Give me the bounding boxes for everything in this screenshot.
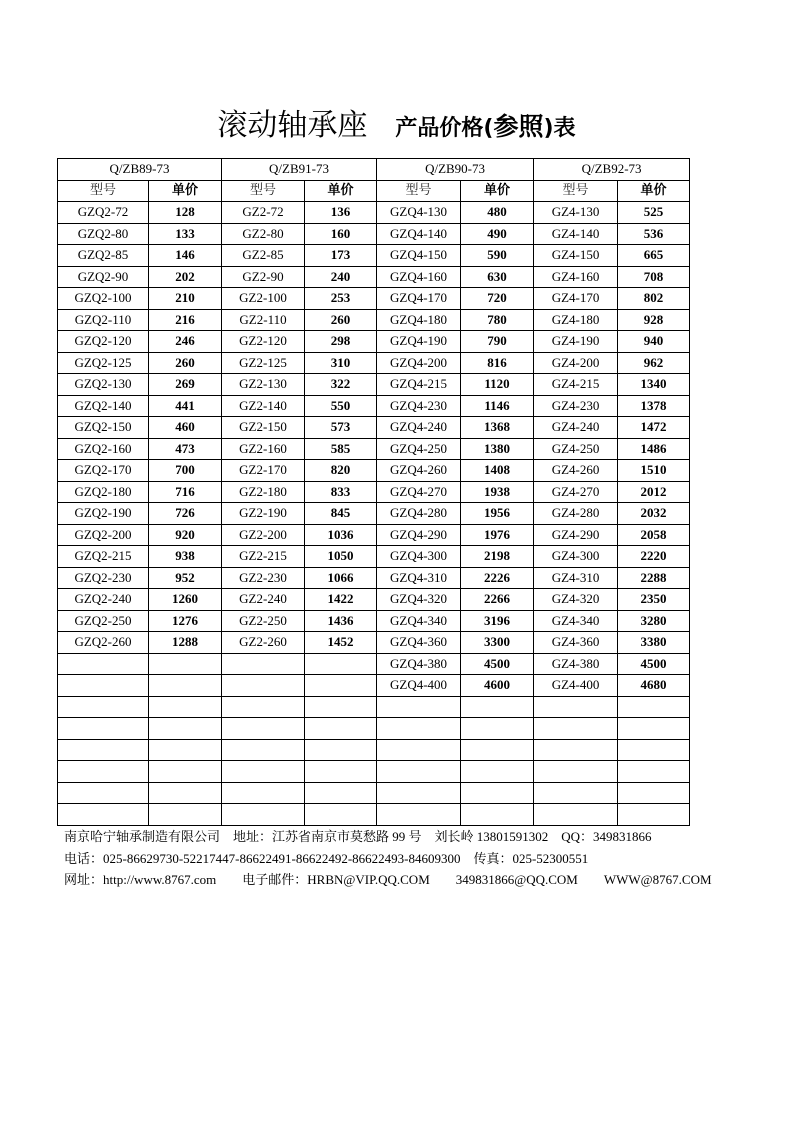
price-table [57,158,690,826]
price-cell: 845 [305,503,377,525]
model-cell: GZ4-380 [534,653,618,675]
model-cell: GZQ4-340 [377,610,461,632]
price-cell: 1036 [305,524,377,546]
model-cell: GZ4-270 [534,481,618,503]
model-cell: GZQ2-140 [58,395,149,417]
model-cell [58,696,149,718]
price-cell: 1976 [461,524,534,546]
table-row [58,589,690,611]
footer-web-line: 网址：http://www.8767.com 电子邮件：HRBN@VIP.QQ.COM 349831866@QQ.COM WWW@8767.COM [64,872,712,887]
model-cell: GZ4-280 [534,503,618,525]
price-cell: 1422 [305,589,377,611]
price-cell [149,675,222,697]
price-cell: 4680 [618,675,690,697]
title-main: 滚动轴承座 [217,109,368,142]
price-cell: 133 [149,223,222,245]
standard-header: Q/ZB89-73 [58,159,222,181]
price-cell [305,675,377,697]
model-cell: GZQ2-72 [58,202,149,224]
price-cell: 210 [149,288,222,310]
price-cell: 2288 [618,567,690,589]
model-cell [222,739,305,761]
model-cell: GZQ4-380 [377,653,461,675]
model-cell: GZ2-90 [222,266,305,288]
price-cell: 2012 [618,481,690,503]
price-cell [149,718,222,740]
price-cell [461,782,534,804]
price-cell: 240 [305,266,377,288]
standard-header: Q/ZB90-73 [377,159,534,181]
model-cell: GZ2-180 [222,481,305,503]
price-cell: 716 [149,481,222,503]
title-sub-c: )表 [543,116,576,141]
model-cell [222,675,305,697]
price-cell: 1120 [461,374,534,396]
price-cell: 4500 [461,653,534,675]
model-cell: GZ4-360 [534,632,618,654]
model-cell: GZQ2-200 [58,524,149,546]
model-cell [58,675,149,697]
model-cell: GZQ4-190 [377,331,461,353]
model-cell [377,696,461,718]
model-cell: GZ4-400 [534,675,618,697]
model-cell: GZQ2-125 [58,352,149,374]
table-row [58,503,690,525]
price-cell [461,804,534,826]
price-cell: 1436 [305,610,377,632]
model-cell: GZ2-200 [222,524,305,546]
model-cell: GZQ4-260 [377,460,461,482]
price-cell: 802 [618,288,690,310]
model-cell: GZ4-150 [534,245,618,267]
table-row [58,352,690,374]
standard-header: Q/ZB91-73 [222,159,377,181]
price-cell: 310 [305,352,377,374]
price-cell: 1260 [149,589,222,611]
model-cell: GZ4-215 [534,374,618,396]
model-cell: GZQ4-200 [377,352,461,374]
price-cell [149,782,222,804]
price-cell [305,739,377,761]
model-cell: GZ2-85 [222,245,305,267]
model-cell [534,761,618,783]
model-cell: GZ2-160 [222,438,305,460]
title-sub-b: 参照 [493,112,544,141]
price-cell [305,653,377,675]
table-row [58,374,690,396]
model-cell [377,718,461,740]
price-cell: 790 [461,331,534,353]
price-cell [305,761,377,783]
model-cell: GZ4-140 [534,223,618,245]
price-cell: 1378 [618,395,690,417]
model-cell [222,696,305,718]
price-cell [149,653,222,675]
price-cell [461,696,534,718]
price-cell: 1066 [305,567,377,589]
table-row [58,675,690,697]
model-cell: GZQ4-240 [377,417,461,439]
model-cell: GZ2-125 [222,352,305,374]
table-row [58,395,690,417]
price-cell: 2350 [618,589,690,611]
table-row [58,288,690,310]
model-cell: GZQ2-80 [58,223,149,245]
price-cell: 952 [149,567,222,589]
price-cell: 708 [618,266,690,288]
model-cell: GZQ4-300 [377,546,461,568]
model-column-header: 型号 [534,180,618,202]
price-cell [305,718,377,740]
price-cell: 480 [461,202,534,224]
model-cell: GZQ4-320 [377,589,461,611]
price-cell: 246 [149,331,222,353]
price-cell: 820 [305,460,377,482]
model-cell: GZ4-290 [534,524,618,546]
table-row [58,739,690,761]
price-cell: 3280 [618,610,690,632]
price-cell: 1050 [305,546,377,568]
price-cell [618,761,690,783]
table-row [58,309,690,331]
price-cell [149,696,222,718]
table-row [58,761,690,783]
model-cell: GZ2-130 [222,374,305,396]
model-cell: GZQ4-160 [377,266,461,288]
model-cell: GZQ2-215 [58,546,149,568]
model-cell: GZQ4-215 [377,374,461,396]
model-cell: GZ4-310 [534,567,618,589]
table-row [58,546,690,568]
price-cell [149,761,222,783]
model-cell: GZQ2-90 [58,266,149,288]
model-cell: GZ2-230 [222,567,305,589]
price-cell [618,782,690,804]
model-cell [377,804,461,826]
model-cell: GZ2-120 [222,331,305,353]
model-cell: GZ4-260 [534,460,618,482]
model-cell: GZ2-170 [222,460,305,482]
price-cell: 2198 [461,546,534,568]
model-cell: GZQ4-230 [377,395,461,417]
model-cell: GZQ2-130 [58,374,149,396]
price-cell: 260 [305,309,377,331]
model-cell [222,653,305,675]
model-cell [58,782,149,804]
model-cell: GZQ2-170 [58,460,149,482]
model-cell: GZQ2-150 [58,417,149,439]
price-cell: 590 [461,245,534,267]
price-column-header: 单价 [618,180,690,202]
price-cell: 630 [461,266,534,288]
price-cell: 720 [461,288,534,310]
price-cell: 202 [149,266,222,288]
price-cell: 160 [305,223,377,245]
model-cell: GZQ2-260 [58,632,149,654]
model-cell [534,739,618,761]
price-cell: 550 [305,395,377,417]
model-cell: GZ4-190 [534,331,618,353]
table-row [58,460,690,482]
price-cell: 1276 [149,610,222,632]
price-cell: 269 [149,374,222,396]
model-cell [222,804,305,826]
price-cell [149,804,222,826]
model-cell: GZQ4-140 [377,223,461,245]
table-row [58,632,690,654]
price-cell: 536 [618,223,690,245]
model-cell [58,653,149,675]
price-cell: 928 [618,309,690,331]
model-cell: GZ2-190 [222,503,305,525]
table-row [58,223,690,245]
price-cell: 441 [149,395,222,417]
price-cell [461,739,534,761]
price-cell: 4500 [618,653,690,675]
price-column-header: 单价 [149,180,222,202]
model-cell [534,718,618,740]
price-cell: 726 [149,503,222,525]
model-cell: GZQ2-120 [58,331,149,353]
price-cell: 490 [461,223,534,245]
column-header-row [58,180,690,202]
model-cell [534,696,618,718]
table-row [58,524,690,546]
model-cell: GZ4-320 [534,589,618,611]
model-cell: GZQ2-110 [58,309,149,331]
price-cell: 460 [149,417,222,439]
model-cell: GZQ4-400 [377,675,461,697]
model-cell [222,782,305,804]
model-cell [534,782,618,804]
price-cell: 2032 [618,503,690,525]
model-cell: GZQ2-230 [58,567,149,589]
price-cell: 2266 [461,589,534,611]
price-cell [618,739,690,761]
price-cell: 1938 [461,481,534,503]
model-column-header: 型号 [222,180,305,202]
model-cell: GZ4-250 [534,438,618,460]
table-row [58,417,690,439]
model-cell: GZQ4-180 [377,309,461,331]
footer [64,826,712,891]
model-cell: GZQ4-250 [377,438,461,460]
price-cell [618,718,690,740]
model-cell: GZ2-150 [222,417,305,439]
model-cell: GZ4-170 [534,288,618,310]
model-cell: GZ4-200 [534,352,618,374]
price-cell: 146 [149,245,222,267]
model-cell: GZ4-180 [534,309,618,331]
price-cell: 1146 [461,395,534,417]
price-cell: 1380 [461,438,534,460]
price-cell: 920 [149,524,222,546]
model-cell: GZQ2-250 [58,610,149,632]
price-cell: 2058 [618,524,690,546]
model-cell [534,804,618,826]
price-cell: 322 [305,374,377,396]
price-cell [305,804,377,826]
model-cell: GZ4-160 [534,266,618,288]
model-cell [58,804,149,826]
table-row [58,804,690,826]
table-row [58,567,690,589]
model-cell [222,718,305,740]
model-cell: GZ2-260 [222,632,305,654]
model-cell: GZQ2-85 [58,245,149,267]
price-cell: 3380 [618,632,690,654]
model-cell: GZQ4-290 [377,524,461,546]
price-cell [305,782,377,804]
price-cell: 833 [305,481,377,503]
price-cell: 3300 [461,632,534,654]
price-cell: 216 [149,309,222,331]
price-column-header: 单价 [305,180,377,202]
page-title [0,100,793,144]
table-row [58,718,690,740]
price-cell: 1368 [461,417,534,439]
model-column-header: 型号 [377,180,461,202]
model-cell: GZ4-300 [534,546,618,568]
price-cell: 1452 [305,632,377,654]
price-cell [618,804,690,826]
model-cell: GZQ4-130 [377,202,461,224]
price-cell: 3196 [461,610,534,632]
standard-header: Q/ZB92-73 [534,159,690,181]
price-cell: 940 [618,331,690,353]
price-cell: 473 [149,438,222,460]
table-row [58,331,690,353]
model-cell [222,761,305,783]
price-cell [149,739,222,761]
table-row [58,266,690,288]
table-row [58,438,690,460]
model-cell: GZ2-100 [222,288,305,310]
table-row [58,245,690,267]
model-cell: GZ4-240 [534,417,618,439]
model-cell: GZQ4-310 [377,567,461,589]
model-cell: GZQ4-150 [377,245,461,267]
model-column-header: 型号 [58,180,149,202]
price-cell: 298 [305,331,377,353]
standards-header-row [58,159,690,181]
model-cell [377,761,461,783]
model-cell: GZ2-250 [222,610,305,632]
table-row [58,653,690,675]
price-cell: 816 [461,352,534,374]
price-cell: 4600 [461,675,534,697]
model-cell: GZ4-340 [534,610,618,632]
table-row [58,481,690,503]
price-cell: 1408 [461,460,534,482]
model-cell: GZ4-230 [534,395,618,417]
table-row [58,782,690,804]
price-cell: 665 [618,245,690,267]
price-cell: 573 [305,417,377,439]
price-cell: 128 [149,202,222,224]
model-cell: GZ2-140 [222,395,305,417]
price-cell: 136 [305,202,377,224]
price-cell: 1472 [618,417,690,439]
price-cell: 1486 [618,438,690,460]
price-cell [618,696,690,718]
model-cell [58,718,149,740]
model-cell [377,739,461,761]
model-cell: GZQ4-270 [377,481,461,503]
price-cell: 173 [305,245,377,267]
price-cell [461,718,534,740]
model-cell: GZQ2-100 [58,288,149,310]
model-cell: GZQ2-180 [58,481,149,503]
price-column-header: 单价 [461,180,534,202]
title-sub-a: 产品价格( [395,116,494,141]
price-cell: 780 [461,309,534,331]
price-cell [461,761,534,783]
price-cell: 1956 [461,503,534,525]
table-row [58,202,690,224]
price-cell: 938 [149,546,222,568]
price-cell: 253 [305,288,377,310]
price-cell: 700 [149,460,222,482]
model-cell: GZ4-130 [534,202,618,224]
footer-company-line: 南京哈宁轴承制造有限公司 地址：江苏省南京市莫愁路 99 号 刘长岭 13801591302 QQ：349831866 [64,829,652,844]
footer-phone-line: 电话：025-86629730-52217447-86622491-86622492-86622493-84609300 传真：025-52300551 [64,850,589,866]
model-cell [377,782,461,804]
price-cell: 2226 [461,567,534,589]
price-cell: 260 [149,352,222,374]
table-row [58,696,690,718]
model-cell [58,739,149,761]
model-cell: GZ2-215 [222,546,305,568]
model-cell: GZQ4-170 [377,288,461,310]
price-cell: 1510 [618,460,690,482]
model-cell [58,761,149,783]
price-cell: 1288 [149,632,222,654]
title-sub [395,112,576,141]
model-cell: GZQ4-360 [377,632,461,654]
price-cell: 1340 [618,374,690,396]
model-cell: GZ2-110 [222,309,305,331]
model-cell: GZ2-72 [222,202,305,224]
model-cell: GZQ2-240 [58,589,149,611]
model-cell: GZQ4-280 [377,503,461,525]
price-cell [305,696,377,718]
price-cell: 2220 [618,546,690,568]
price-cell: 962 [618,352,690,374]
table-row [58,610,690,632]
model-cell: GZ2-80 [222,223,305,245]
model-cell: GZQ2-160 [58,438,149,460]
table-body [58,202,690,826]
model-cell: GZ2-240 [222,589,305,611]
price-cell: 585 [305,438,377,460]
model-cell: GZQ2-190 [58,503,149,525]
price-cell: 525 [618,202,690,224]
